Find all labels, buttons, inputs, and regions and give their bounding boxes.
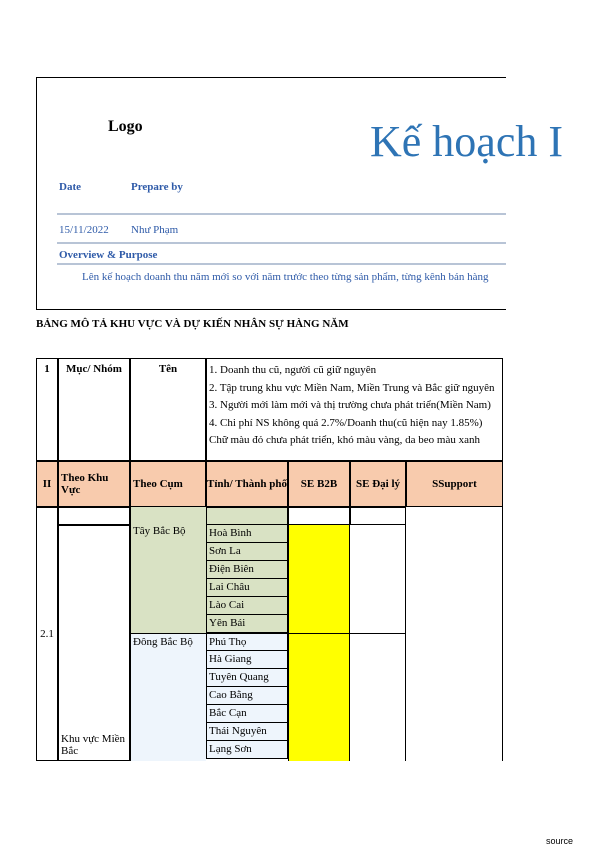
cluster-cell-tay-bac <box>130 507 206 633</box>
col-header-cluster: Theo Cụm <box>130 461 206 507</box>
empty-cell <box>350 507 406 525</box>
prepare-by-value: Như Phạm <box>131 224 179 236</box>
row-number: 1 <box>36 358 58 461</box>
province-cell: Cao Bằng <box>206 687 288 705</box>
se-agent-cell <box>350 633 406 761</box>
notes-cell <box>206 358 503 461</box>
region-name: Khu vực Miền Bắc <box>58 525 130 761</box>
group-header: Mục/ Nhóm <box>58 358 130 461</box>
se-b2b-cell <box>288 633 350 761</box>
divider <box>57 263 506 265</box>
col-header-se-b2b: SE B2B <box>288 461 350 507</box>
province-cell: Tuyên Quang <box>206 669 288 687</box>
note-line: 1. Doanh thu cũ, người cũ giữ nguyên <box>209 364 377 376</box>
section-title: BẢNG MÔ TẢ KHU VỰC VÀ DỰ KIẾN NHÂN SỰ HÀNG NĂM <box>36 318 349 330</box>
province-cell: Yên Bái <box>206 615 288 633</box>
province-cell: Lào Cai <box>206 597 288 615</box>
col-header-num: II <box>36 461 58 507</box>
col-header-support: SSupport <box>406 461 503 507</box>
support-cell <box>406 507 503 761</box>
empty-cell <box>206 507 288 525</box>
province-list-dong-bac <box>206 633 288 759</box>
col-header-se-agent: SE Đại lý <box>350 461 406 507</box>
province-cell: Sơn La <box>206 543 288 561</box>
prepare-by-label: Prepare by <box>131 181 183 193</box>
row-number: 2.1 <box>36 507 58 761</box>
se-agent-cell <box>350 525 406 633</box>
col-header-province: Tỉnh/ Thành phố <box>206 461 288 507</box>
overview-label: Overview & Purpose <box>59 249 158 261</box>
logo: Logo <box>108 118 143 135</box>
empty-cell <box>288 507 350 525</box>
province-cell: Điện Biên <box>206 561 288 579</box>
date-value: 15/11/2022 <box>59 224 109 236</box>
province-list-tay-bac <box>206 525 288 633</box>
se-b2b-cell <box>288 525 350 633</box>
province-cell: Hoà Bình <box>206 525 288 543</box>
note-line: 4. Chi phí NS không quá 2.7%/Doanh thu(cũ hiện nay 1.85%) <box>209 416 483 429</box>
province-cell: Phú Thọ <box>206 633 288 651</box>
province-cell: Hà Giang <box>206 651 288 669</box>
name-header: Tên <box>130 358 206 461</box>
col-header-region: Theo Khu Vực <box>58 461 130 507</box>
cluster-name: Đông Bắc Bộ <box>133 636 193 648</box>
province-cell: Thái Nguyên <box>206 723 288 741</box>
source-label: source <box>546 836 574 846</box>
divider <box>57 213 506 215</box>
date-label: Date <box>59 181 81 193</box>
province-cell: Bắc Cạn <box>206 705 288 723</box>
cluster-name: Tây Bắc Bộ <box>133 525 186 537</box>
page-title: Kế hoạch I <box>370 117 564 166</box>
note-line: 2. Tập trung khu vực Miền Nam, Miền Trung và Bắc giữ nguyên <box>209 381 495 394</box>
province-cell: Lạng Sơn <box>206 741 288 759</box>
cluster-cell-dong-bac <box>130 633 206 761</box>
note-line: Chữ màu đỏ chưa phát triển, khó màu vàng, da beo màu xanh <box>209 434 480 446</box>
overview-text: Lên kế hoạch doanh thu năm mới so với năm trước theo từng sản phẩm, từng kênh bán hàng <box>82 271 489 283</box>
province-cell: Lai Châu <box>206 579 288 597</box>
note-line: 3. Người mới làm mới và thị trường chưa phát triển(Miền Nam) <box>209 399 491 411</box>
divider <box>57 242 506 244</box>
empty-cell <box>58 507 130 525</box>
